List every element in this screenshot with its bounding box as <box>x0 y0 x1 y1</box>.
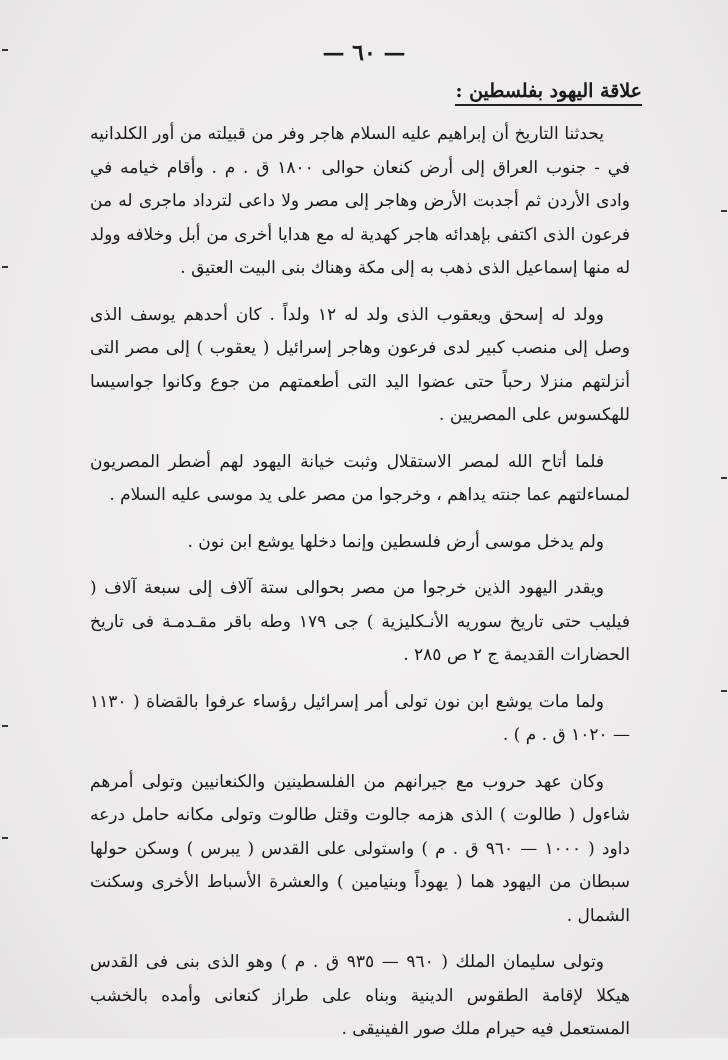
paragraph: ولم يدخل موسى أرض فلسطين وإنما دخلها يوشع ابن نون . <box>187 531 604 552</box>
paragraph: ولما مات يوشع ابن نون تولى أمر إسرائيل رؤساء عرفوا بالقضاة ( ١١٣٠ — ١٠٢٠ ق . م ) . <box>90 691 630 745</box>
body-text <box>90 118 630 1060</box>
section-heading-text: علاقة اليهود بفلسطين : <box>455 80 642 102</box>
paragraph: وولد له إسحق ويعقوب الذى ولد له ١٢ ولداً . كان أحدهم يوسف الذى وصل إلى منصب كبير لدى فرعون وهاجر إسرائيل ( يعقوب ) إلى مصر التى أنزلتهم منزلا رحباً حتى عضوا اليد التى أطعمتهم من جوع وكانوا جواسيسا للهكسوس على المصريين . <box>90 304 630 425</box>
margin-mark <box>2 725 8 727</box>
margin-mark <box>721 210 727 212</box>
section-heading <box>455 80 642 106</box>
margin-mark <box>2 266 8 268</box>
paragraph: وتولى سليمان الملك ( ٩٦٠ — ٩٣٥ ق . م ) وهو الذى بنى فى القدس هيكلا لإقامة الطقوس الدينية وبناه على طراز كنعانى وأمده بالخشب المستعمل فيه حيرام ملك صور الفينيقى . <box>90 952 630 1039</box>
paragraph: فلما أتاح الله لمصر الاستقلال وثبت خيانة اليهود لهم أضطر المصريون لمساءلتهم عما جنته يداهم ، وخرجوا من مصر على يد موسى عليه السلام . <box>90 451 630 505</box>
margin-mark <box>721 477 727 479</box>
paragraph: ويقدر اليهود الذين خرجوا من مصر بحوالى ستة آلاف إلى سبعة آلاف ( فيليب حتى تاريخ سوريه الأنـكليزية ) جى ١٧٩ وطه باقر مقـدمـة فى تاريخ الحضارات القديمة ج ٢ ص ٢٨٥ . <box>90 578 631 665</box>
heading-underline <box>455 104 642 106</box>
page-number: — ٦٠ — <box>322 40 406 66</box>
margin-mark <box>721 690 727 692</box>
margin-mark <box>2 837 8 839</box>
paragraph: وكان عهد حروب مع جيرانهم من الفلسطينين والكنعانيين وتولى أمرهم شاءول ( طالوت ) الذى هزمه جالوت وقتل طالوت وتولى مكانه حامل درعه داود ( ١٠٠٠ — ٩٦٠ ق . م ) واستولى على القدس ( يبرس ) وسكن حولها سبطان من اليهود هما ( يهوداً وبنيامين ) والعشرة الأسباط الأخرى وسكنت الشمال . <box>90 771 631 926</box>
paragraph: يحدثنا التاريخ أن إبراهيم عليه السلام هاجر وفر من قبيلته من أور الكلدانيه في - جنوب العراق إلى أرض كنعان حوالى ١٨٠٠ ق . م . وأقام خيامه في وادى الأردن ثم أجدبت الأرض وهاجر إلى مصر ولا داعى لترداد ماجرى له من فرعون الذى اكتفى بإهدائه هاجر كهدية له مع هدايا أخرى من أبل وخلافه وولد له منها إسماعيل الذى ذهب به إلى مكة وهناك بنى البيت العتيق . <box>90 124 631 278</box>
